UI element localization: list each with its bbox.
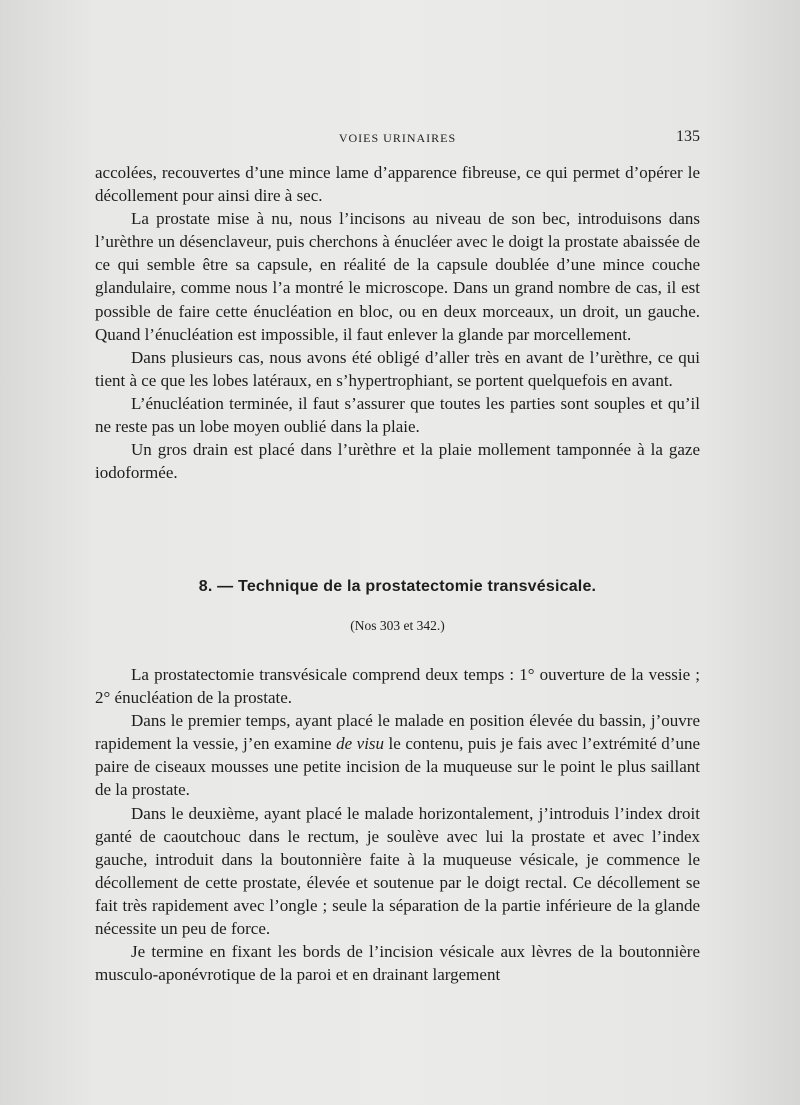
bottom-text-block (95, 663, 700, 986)
section-heading: 8. — Technique de la prostatectomie transvésicale. (198, 578, 597, 595)
paragraph: Je termine en fixant les bords de l’incision vésicale aux lèvres de la boutonnière musculo-aponévrotique de la paroi et en drainant largement (95, 942, 700, 985)
section-subheading: (Nos 303 et 342.) (350, 618, 445, 633)
paragraph: Dans plusieurs cas, nous avons été obligé d’aller très en avant de l’urèthre, ce qui tient à ce que les lobes latéraux, en s’hypertrophiant, se portent quelquefois en avant. (95, 347, 700, 390)
paragraph: La prostate mise à nu, nous l’incisons au niveau de son bec, introduisons dans l’urèthre un désenclaveur, puis cherchons à énucléer avec le doigt la prostate abaissée de ce qui semble être sa capsule, en réalité de la capsule doublée d’une mince couche glandulaire, comme nous l’a montré le microscope. Dans un grand nombre de cas, il est possible de faire cette énucléation en bloc, ou en deux morceaux, un droit, un gauche. Quand l’énucléation est impossible, il faut enlever la glande par morcellement. (95, 209, 700, 344)
paragraph: L’énucléation terminée, il faut s’assurer que toutes les parties sont souples et qu’il ne reste pas un lobe moyen oublié dans la plaie. (95, 393, 700, 437)
running-header (95, 128, 700, 148)
top-text-block (95, 161, 700, 484)
paragraph: Un gros drain est placé dans l’urèthre et la plaie mollement tamponnée à la gaze iodoformée. (95, 440, 700, 483)
text-run: le contenu, puis je fais avec l’extrémité d’une paire de ciseaux mousses une petite incision de la muqueuse sur le point le plus saillant de la prostate. (95, 734, 700, 800)
text-run: Dans le premier temps, ayant placé le malade en position élevée du bassin, j’ouvre rapidement la vessie, j’en examine (95, 711, 700, 754)
paragraph: La prostatectomie transvésicale comprend deux temps : 1° ouverture de la vessie ; 2° énucléation de la prostate. (95, 665, 700, 708)
paragraph-continued: accolées, recouvertes d’une mince lame d’apparence fibreuse, ce qui permet d’opérer le décollement pour ainsi dire à sec. (95, 163, 700, 206)
italic-phrase: de visu (336, 734, 385, 754)
page-number: 135 (676, 128, 700, 145)
paragraph (95, 709, 700, 801)
running-title: VOIES URINAIRES (338, 131, 457, 145)
paragraph: Dans le deuxième, ayant placé le malade horizontalement, j’introduis l’index droit ganté de caoutchouc dans le rectum, je soulève avec lui la prostate et avec l’index gauche, introduit dans la boutonnière faite à la muqueuse vésicale, je commence le décollement de cette prostate, élevée et soutenue par le doigt rectal. Ce décollement se fait très rapidement avec l’ongle ; seule la séparation de la partie inférieure de la glande nécessite un peu de force. (95, 803, 700, 939)
